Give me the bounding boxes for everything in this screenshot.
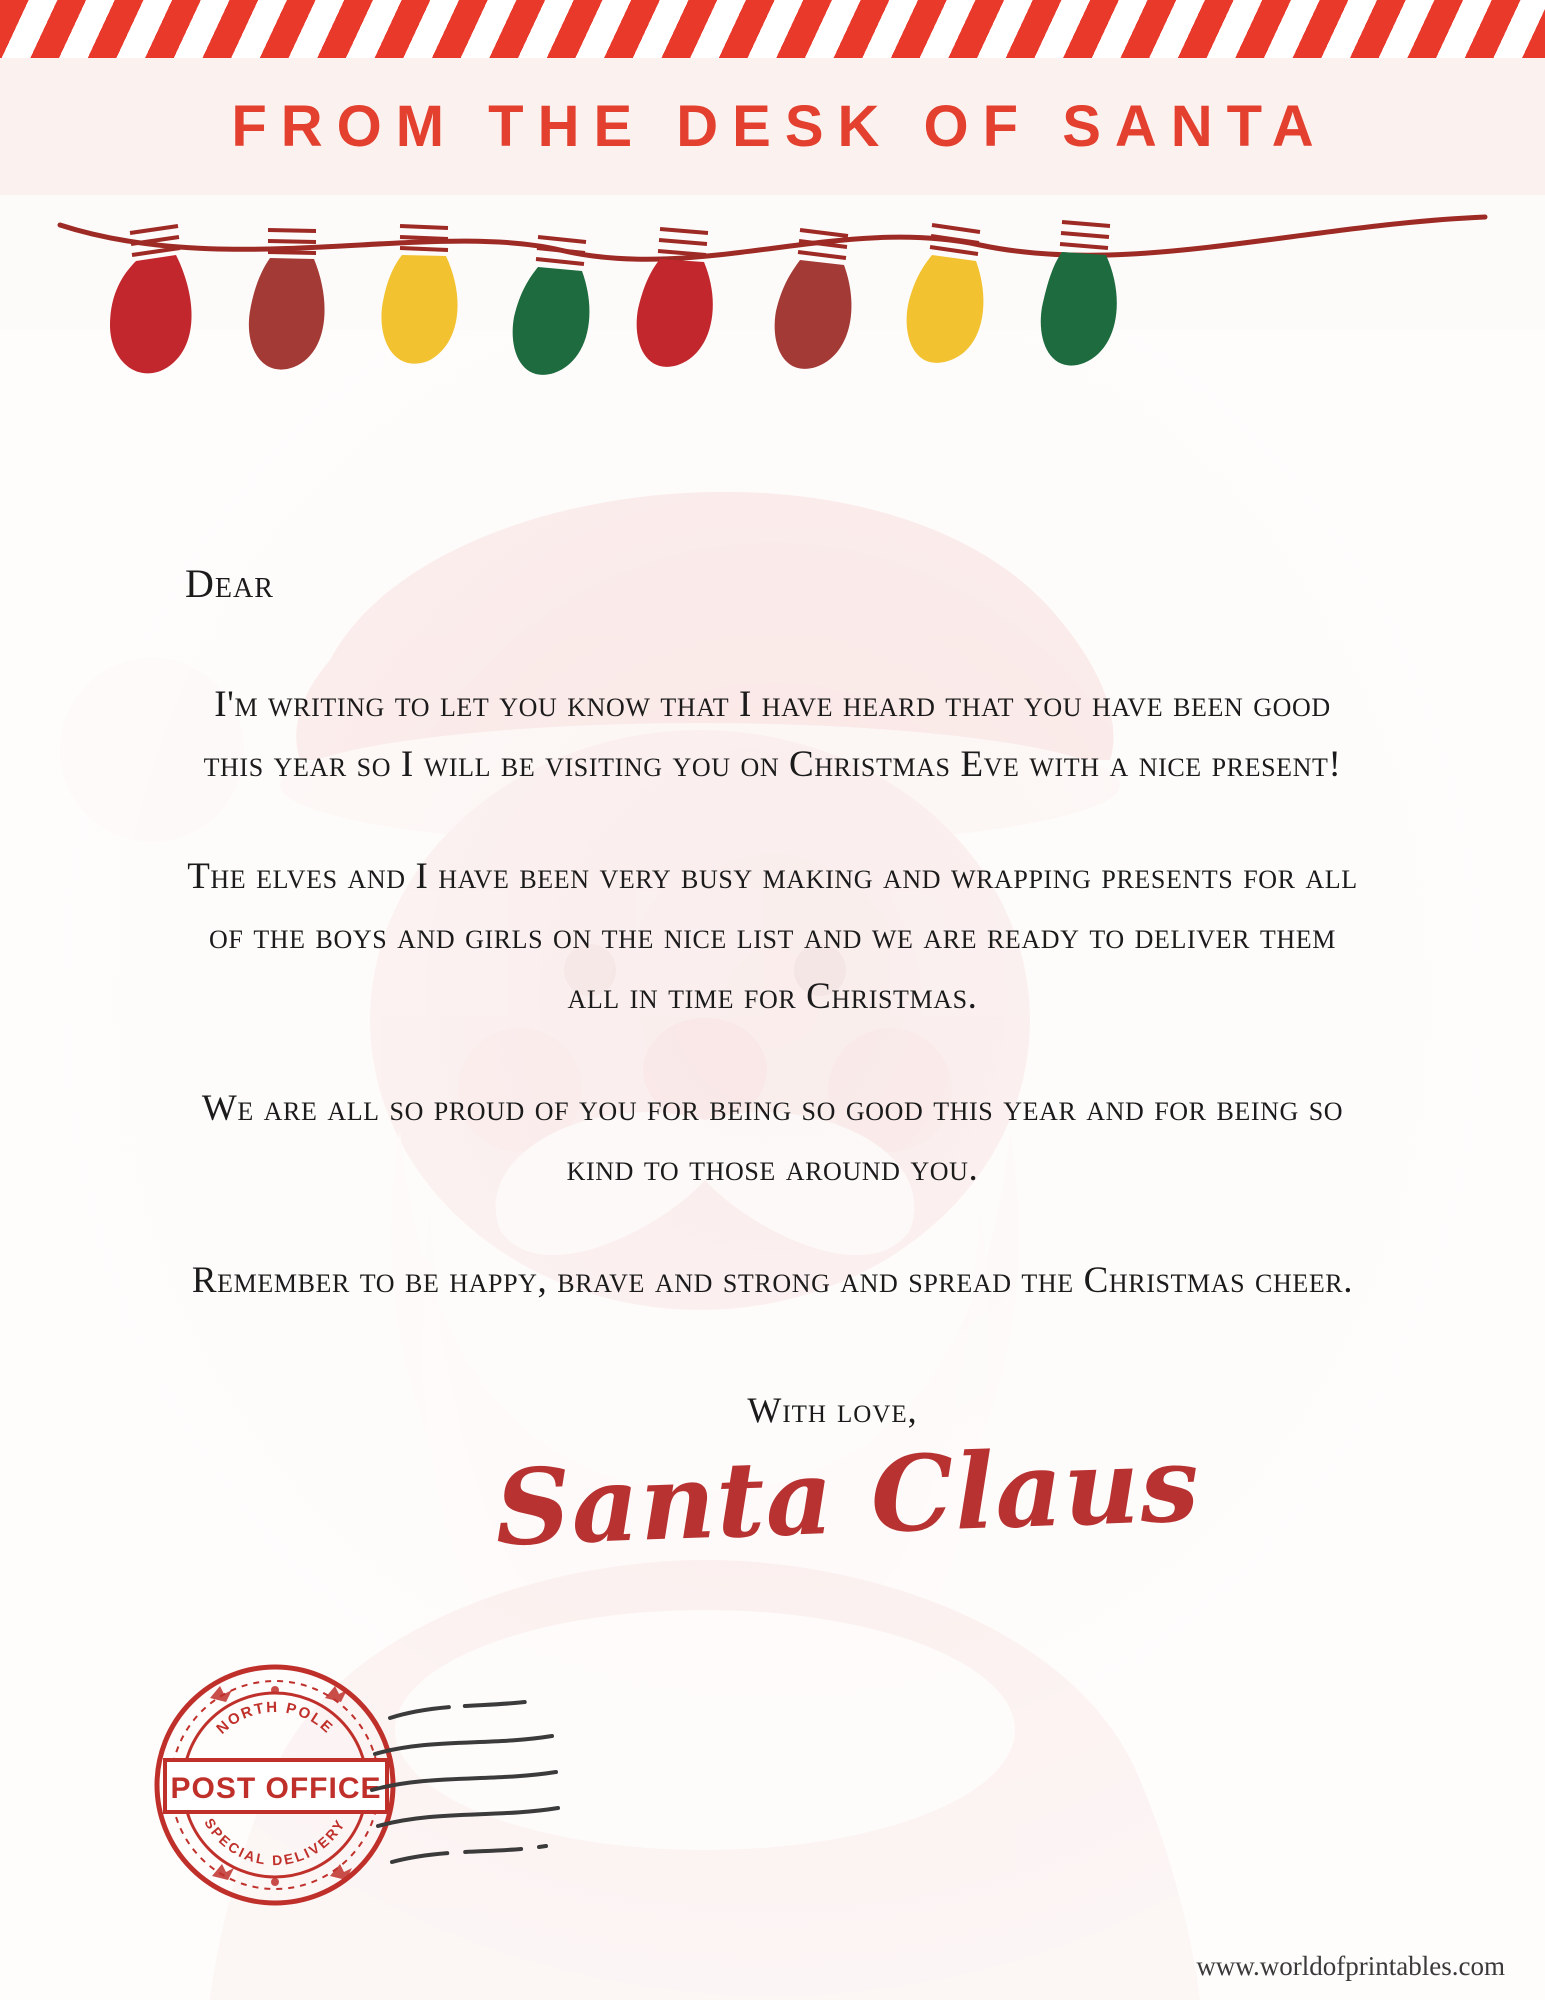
page-title: FROM THE DESK OF SANTA [231,94,1328,159]
bulb-green-4 [513,237,590,375]
string-lights-decoration [0,195,1545,415]
bulb-darkred-6 [775,230,852,369]
letter-paragraph-1: I'm writing to let you know that I have heard that you have been good this year so I will be visiting you on Christmas Eve with a nice present! [203,684,1342,785]
header-band [0,58,1545,195]
bulb-red-1 [110,226,192,373]
letter-paragraph-4: Remember to be happy, brave and strong and spread the Christmas cheer. [191,1259,1354,1301]
letter-greeting: Dear [185,561,274,606]
post-office-stamp [140,1650,580,1920]
footer-website-url: www.worldofprintables.com [1196,1951,1505,1981]
candy-cane-border [0,0,1545,58]
letter-paragraph-2: The elves and I have been very busy making and wrapping presents for all of the boys and girls on the nice list and we are ready to deliver them all in time for Christmas. [187,855,1358,1017]
stamp-top-text: NORTH POLE [213,1698,337,1738]
stamp-bottom-text: SPECIAL DELIVERY [201,1815,349,1869]
bulb-green-8 [1041,222,1117,366]
bulb-yellow-3 [381,226,457,364]
letter-paragraph-3: We are all so proud of you for being so good this year and for being so kind to those around you. [201,1087,1344,1189]
santa-signature: Santa Claus [493,1421,1202,1570]
letter-body [0,560,1545,1570]
letter-signoff: With love, [747,1389,918,1430]
stamp-center-text: POST OFFICE [170,1772,382,1805]
bulb-red-5 [637,229,713,367]
